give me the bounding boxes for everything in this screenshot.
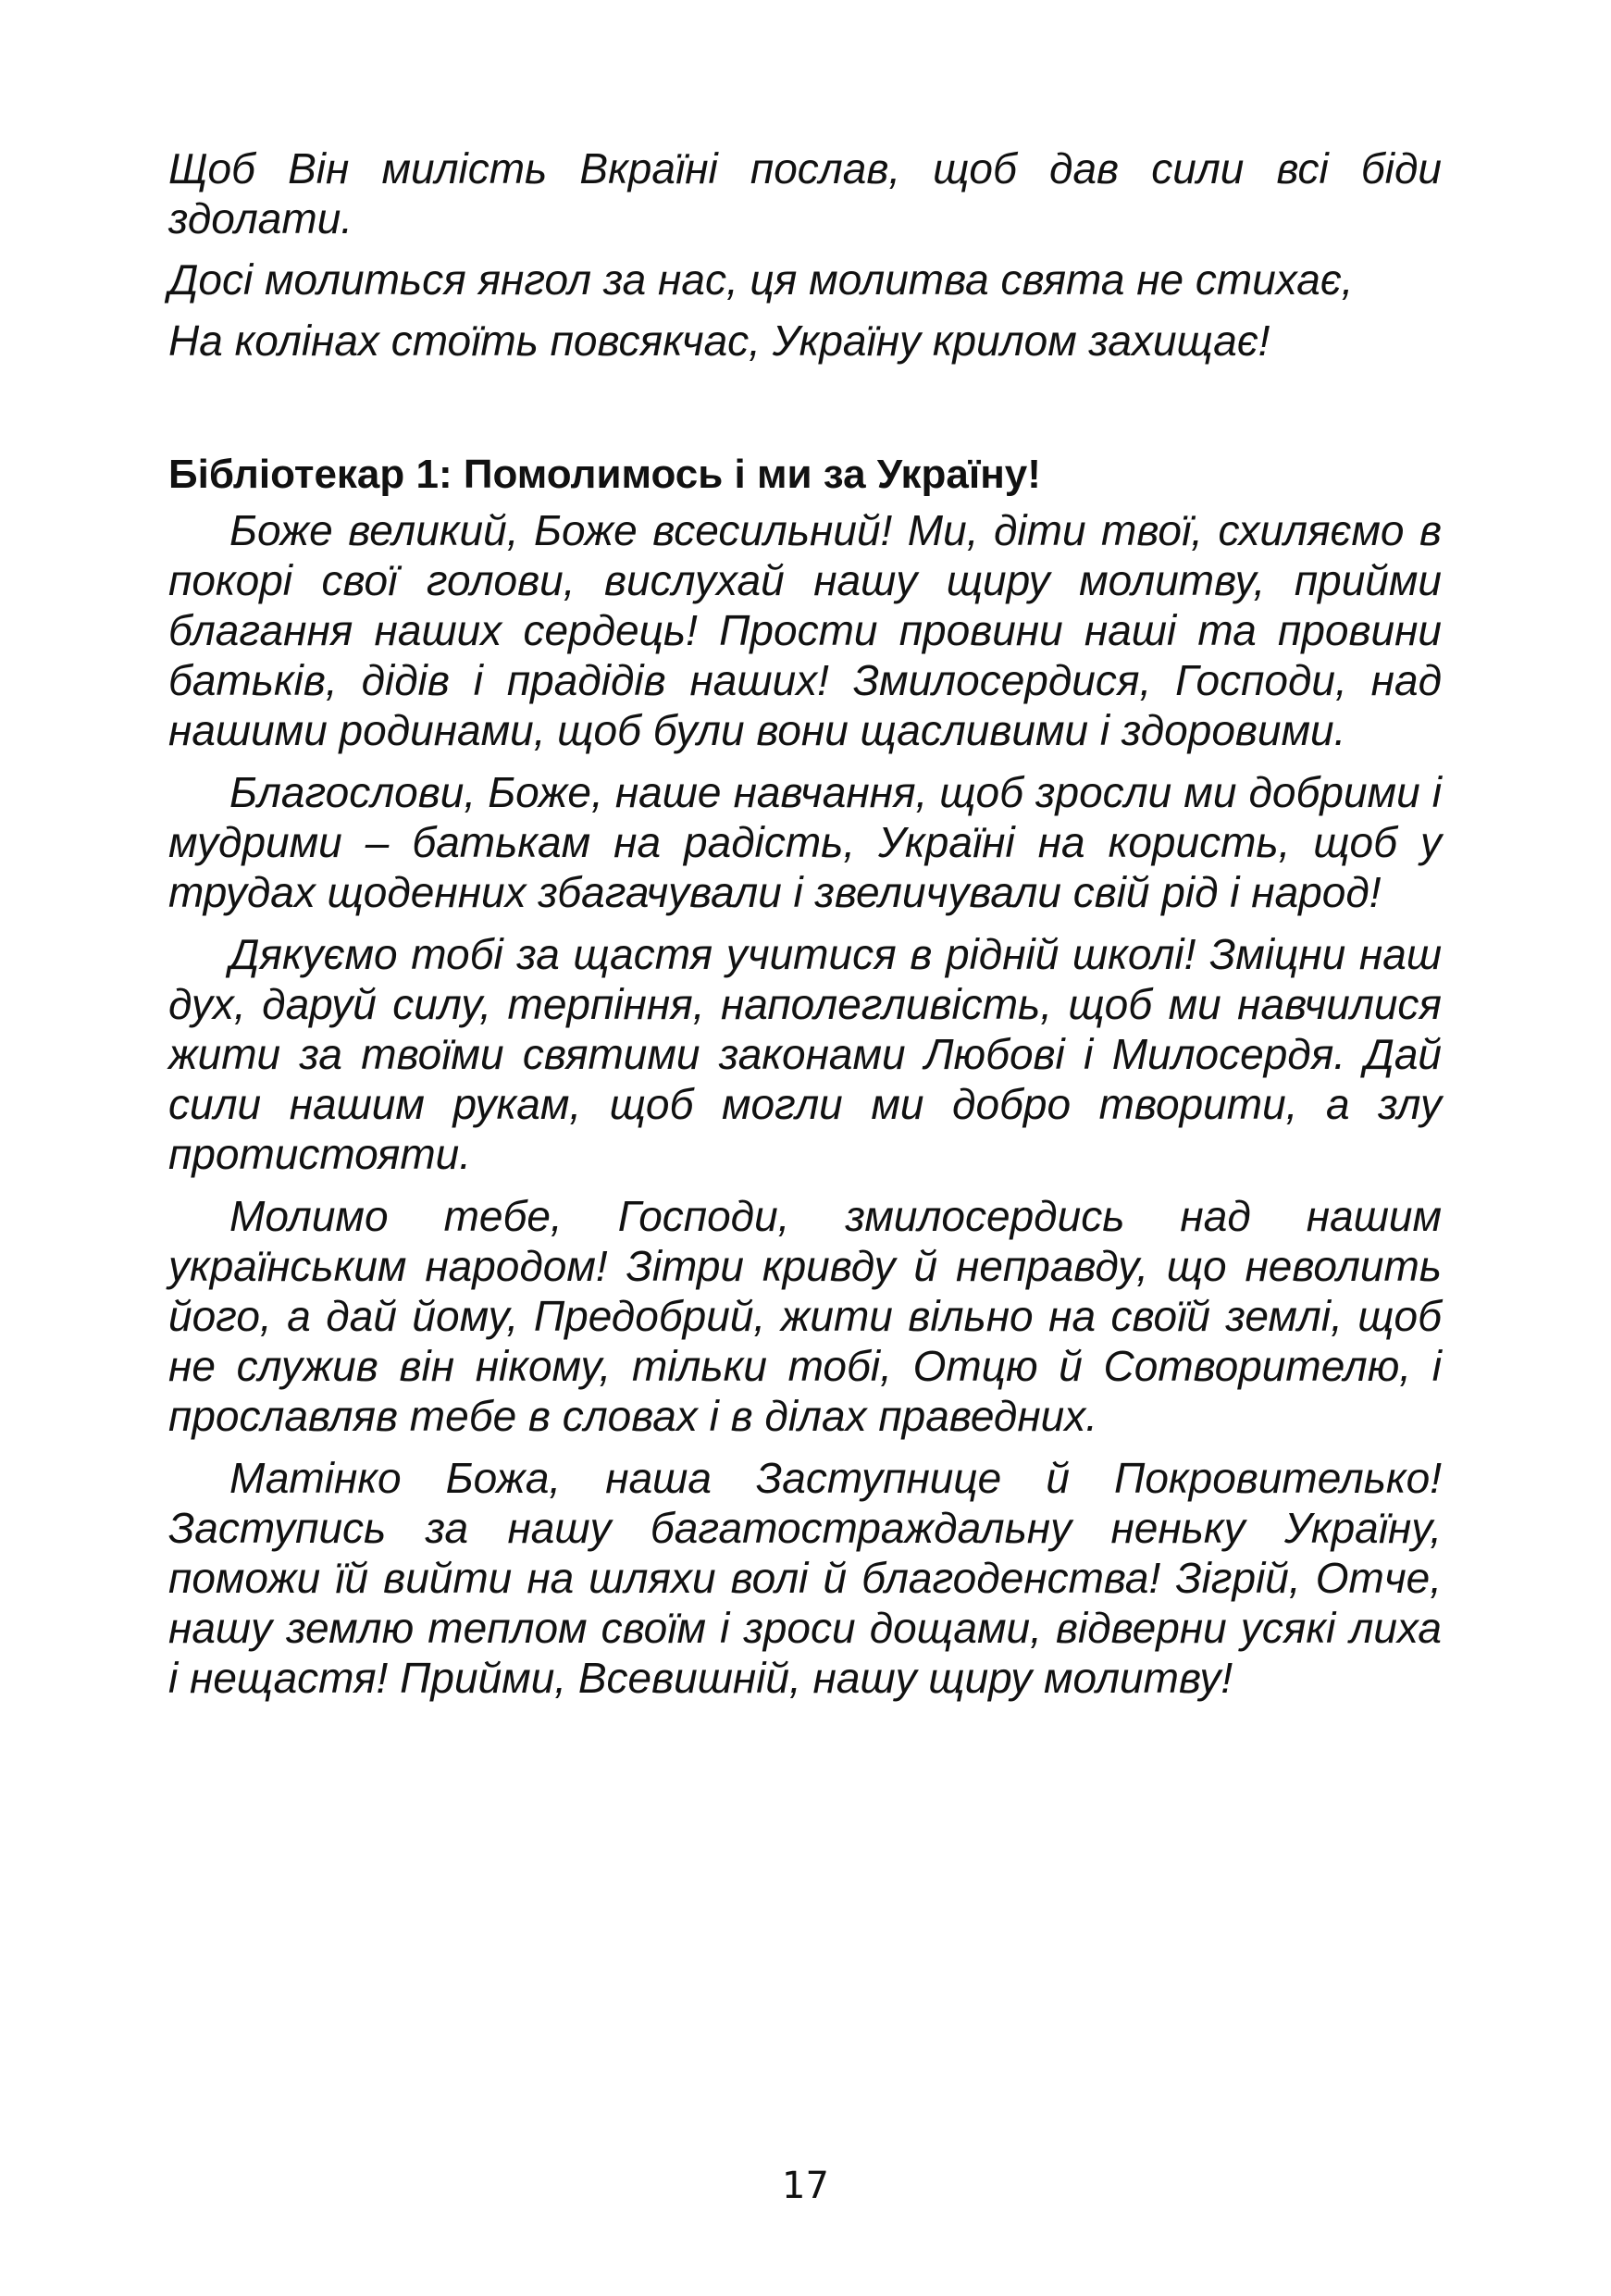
prayer-paragraph: Дякуємо тобі за щастя учитися в рідній школі! Зміцни наш дух, даруй силу, терпіння, наполегливість, щоб ми навчилися жити за твоїми святими законами Любові і Милосердя. Дай сили нашим рукам, щоб могли ми добро творити, а злу протистояти. [168, 930, 1442, 1178]
page-number: 17 [782, 2165, 829, 2207]
prayer-paragraph: Молимо тебе, Господи, змилосердись над нашим українським народом! Зітри кривду й неправду, що неволить його, а дай йому, Предобрий, жити вільно на своїй землі, щоб не служив він нікому, тільки тобі, Отцю й Сотворителю, і прославляв тебе в словах і в ділах праведних. [168, 1192, 1442, 1440]
poem-line: Щоб Він милість Вкраїні послав, щоб дав сили всі біди здолати. [168, 144, 1442, 242]
poem-line: Досі молиться янгол за нас, ця молитва свята не стихає, [168, 255, 1354, 304]
prayer-paragraph: Матінко Божа, наша Заступнице й Покровителько! Заступись за нашу багатостраждальну неньку Україну, поможи їй вийти на шляхи волі й благоденства! Зігрій, Отче, нашу землю теплом своїм і зроси дощами, відверни усякі лиха і нещастя! Прийми, Всевишній, нашу щиру молитву! [168, 1454, 1442, 1702]
poem-line: На колінах стоїть повсякчас, Україну крилом захищає! [168, 316, 1270, 365]
prayer-paragraph: Боже великий, Боже всесильний! Ми, діти твої, схиляємо в покорі свої голови, вислухай нашу щиру молитву, прийми благання наших сердець! Прости провини наші та провини батьків, дідів і прадідів наших! Змилосердися, Господи, над нашими родинами, щоб були вони щасливими і здоровими. [168, 506, 1442, 754]
document-page [168, 143, 1442, 1703]
speaker-heading: Бібліотекар 1: Помолимось і ми за Україну! [168, 452, 1041, 497]
poem-fragment [168, 143, 1442, 366]
prayer-text [168, 505, 1442, 1703]
prayer-paragraph: Благослови, Боже, наше навчання, щоб зросли ми добрими і мудрими – батькам на радість, Україні на користь, щоб у трудах щоденних збагачували і звеличували свій рід і народ! [168, 768, 1442, 916]
